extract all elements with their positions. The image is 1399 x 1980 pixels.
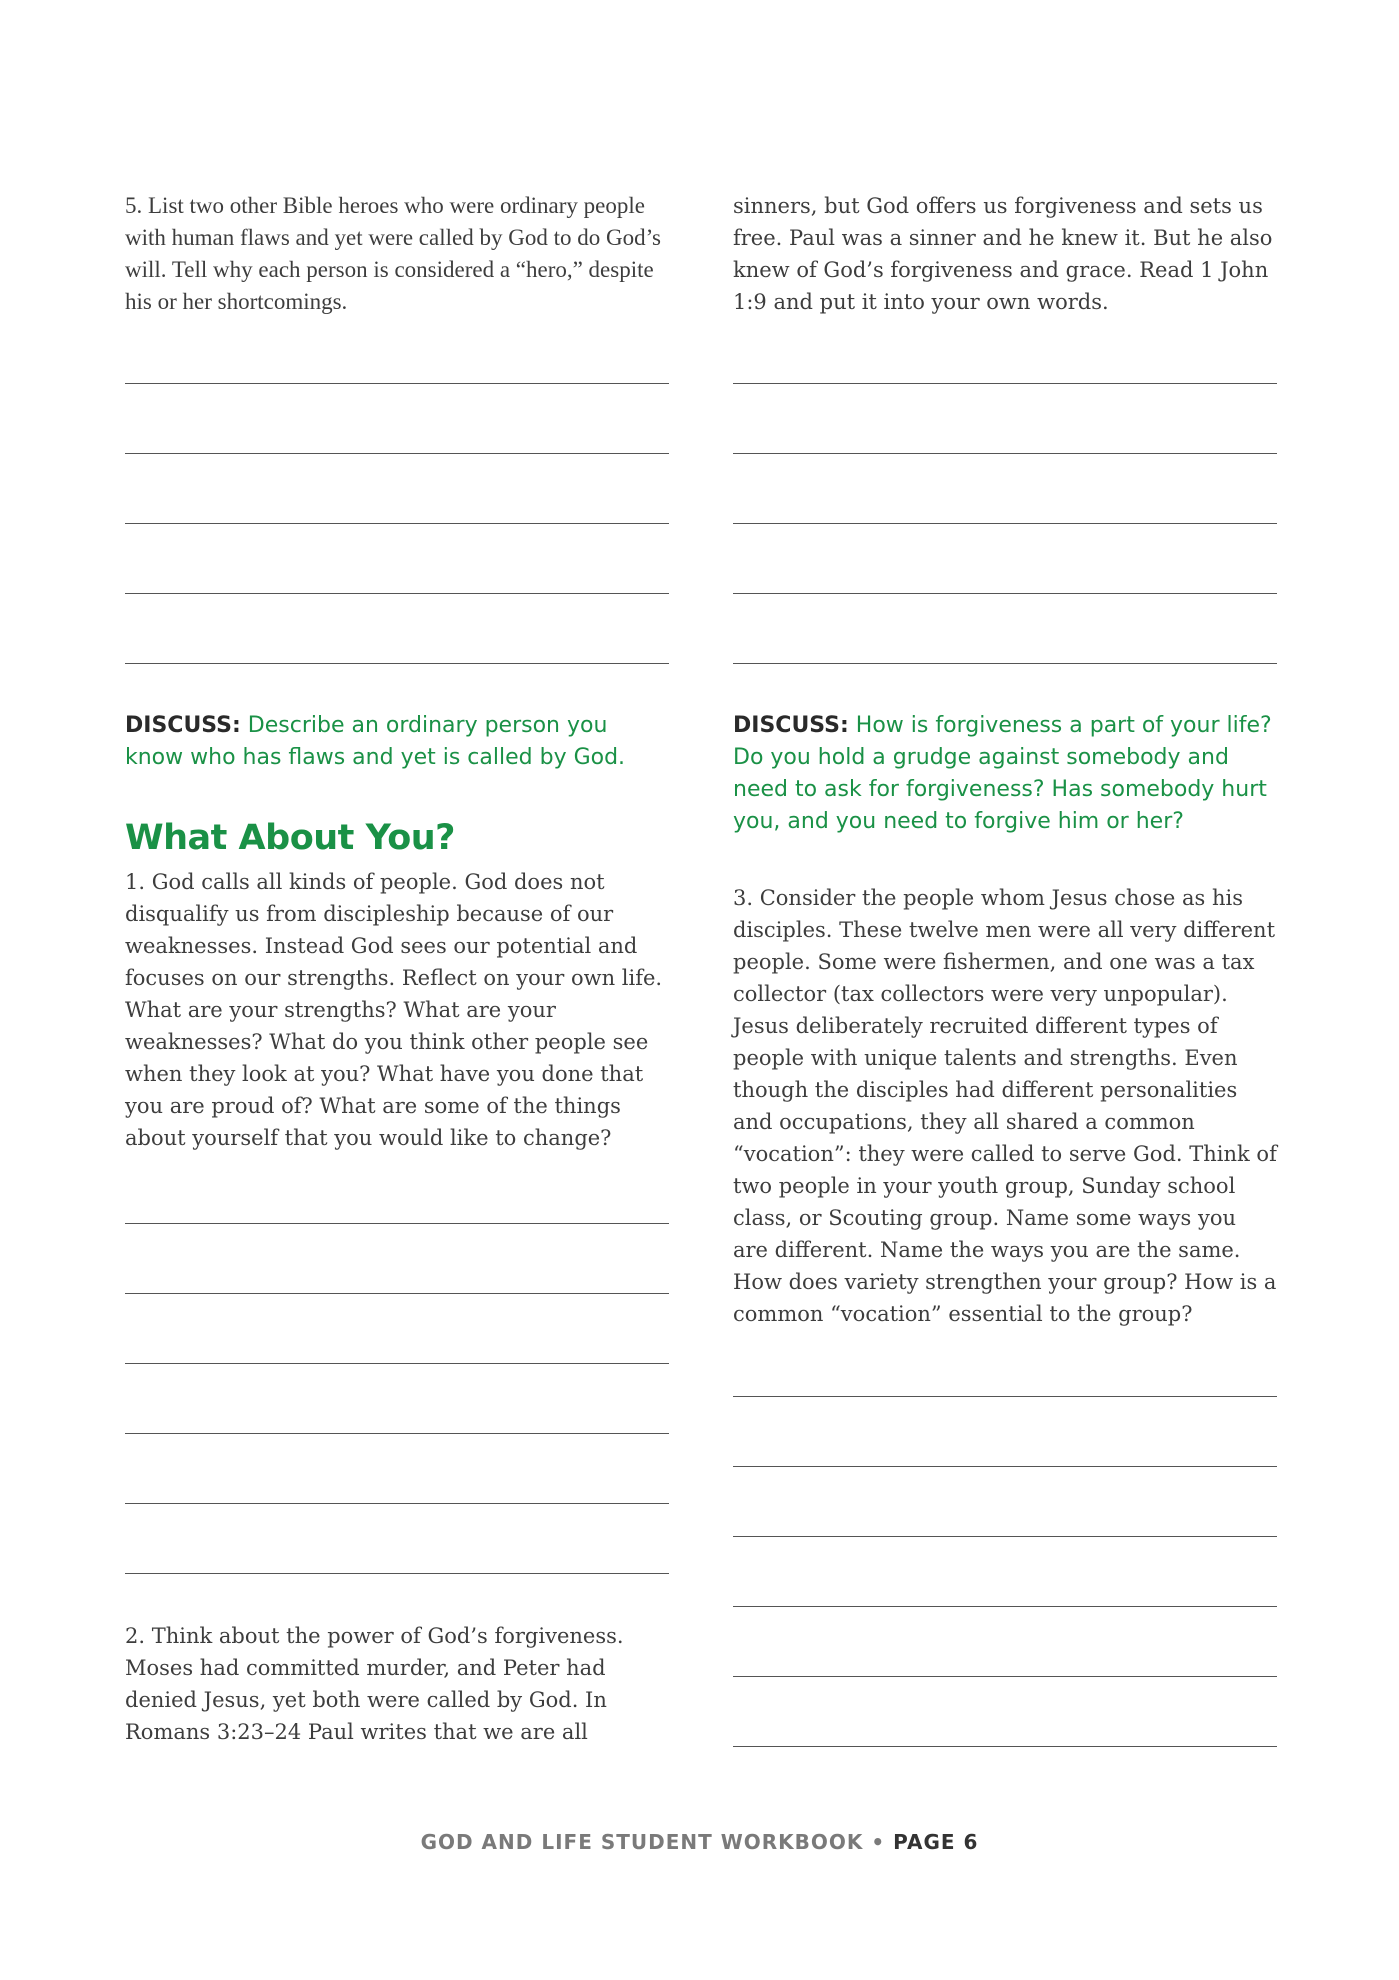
answer-line[interactable] — [125, 1363, 669, 1364]
answer-line[interactable] — [733, 523, 1277, 524]
footer-bullet: • — [863, 1830, 894, 1854]
discuss-text: Describe an ordinary person you know who has flaws and yet is called by God. — [125, 713, 626, 770]
answer-line[interactable] — [733, 453, 1277, 454]
question-1: 1. God calls all kinds of people. God does not disqualify us from discipleship because of our weaknesses. Instead God sees our potential and focuses on our strengths. Reflect on your own life. What are your strengths? What are your weaknesses? What do you think other people see when they look at you? What have you done that you are proud of? What are some of the things about yourself that you would like to change? — [125, 870, 663, 1150]
answer-line[interactable] — [733, 663, 1277, 664]
answer-lines-q1 — [125, 1223, 669, 1574]
question-3: 3. Consider the people whom Jesus chose as his disciples. These twelve men were all very different people. Some were fishermen, and one was a tax collector (tax collectors were very unpopular). Jesus deliberately recruited different types of people with unique talents and strengths. Even though the disciples had different personalities and occupations, they all shared a common “vocation”: they were called to serve God. Think of two people in your youth group, Sunday school class, or Scouting group. Name some ways you are different. Name the ways you are the same. How does variety strengthen your group? How is a common “vocation” essential to the group? — [733, 886, 1277, 1326]
answer-line[interactable] — [125, 453, 669, 454]
discuss-label: DISCUSS: — [733, 713, 849, 738]
answer-line[interactable] — [733, 1536, 1277, 1537]
answer-line[interactable] — [733, 1606, 1277, 1607]
question-2: 2. Think about the power of God’s forgiveness. Moses had committed murder, and Peter had denied Jesus, yet both were called by God. In Romans 3:23–24 Paul writes that we are all — [125, 1624, 624, 1744]
answer-line[interactable] — [125, 1293, 669, 1294]
footer-title: GOD AND LIFE STUDENT WORKBOOK — [420, 1830, 864, 1854]
answer-line[interactable] — [733, 383, 1277, 384]
answer-line[interactable] — [125, 1223, 669, 1224]
page-footer — [0, 1830, 1399, 1854]
page-number: PAGE 6 — [893, 1830, 979, 1854]
answer-line[interactable] — [125, 383, 669, 384]
answer-line[interactable] — [125, 1573, 669, 1574]
answer-lines-q5 — [125, 383, 669, 664]
answer-line[interactable] — [125, 523, 669, 524]
answer-line[interactable] — [733, 1676, 1277, 1677]
discuss-label: DISCUSS: — [125, 713, 241, 738]
question-5: 5. List two other Bible heroes who were ordinary people with human flaws and yet were called by God to do God’s will. Tell why each person is considered a “hero,” despite his or her shortcomings. — [125, 193, 661, 314]
answer-line[interactable] — [733, 593, 1277, 594]
answer-line[interactable] — [125, 663, 669, 664]
section-heading: What About You? — [125, 818, 455, 858]
discuss-prompt-left — [125, 710, 669, 774]
question-2-continued: sinners, but God offers us forgiveness and sets us free. Paul was a sinner and he knew it. But he also knew of God’s forgiveness and grace. Read 1 John 1:9 and put it into your own words. — [733, 194, 1273, 314]
discuss-prompt-right — [733, 710, 1277, 838]
answer-line[interactable] — [125, 1503, 669, 1504]
discuss-text: How is forgiveness a part of your life? Do you hold a grudge against somebody and need to ask for forgiveness? Has somebody hurt you, and you need to forgive him or her? — [733, 713, 1272, 834]
answer-lines-q2 — [733, 383, 1277, 664]
answer-line[interactable] — [733, 1466, 1277, 1467]
answer-lines-q3 — [733, 1396, 1277, 1747]
answer-line[interactable] — [733, 1396, 1277, 1397]
answer-line[interactable] — [125, 1433, 669, 1434]
answer-line[interactable] — [125, 593, 669, 594]
answer-line[interactable] — [733, 1746, 1277, 1747]
